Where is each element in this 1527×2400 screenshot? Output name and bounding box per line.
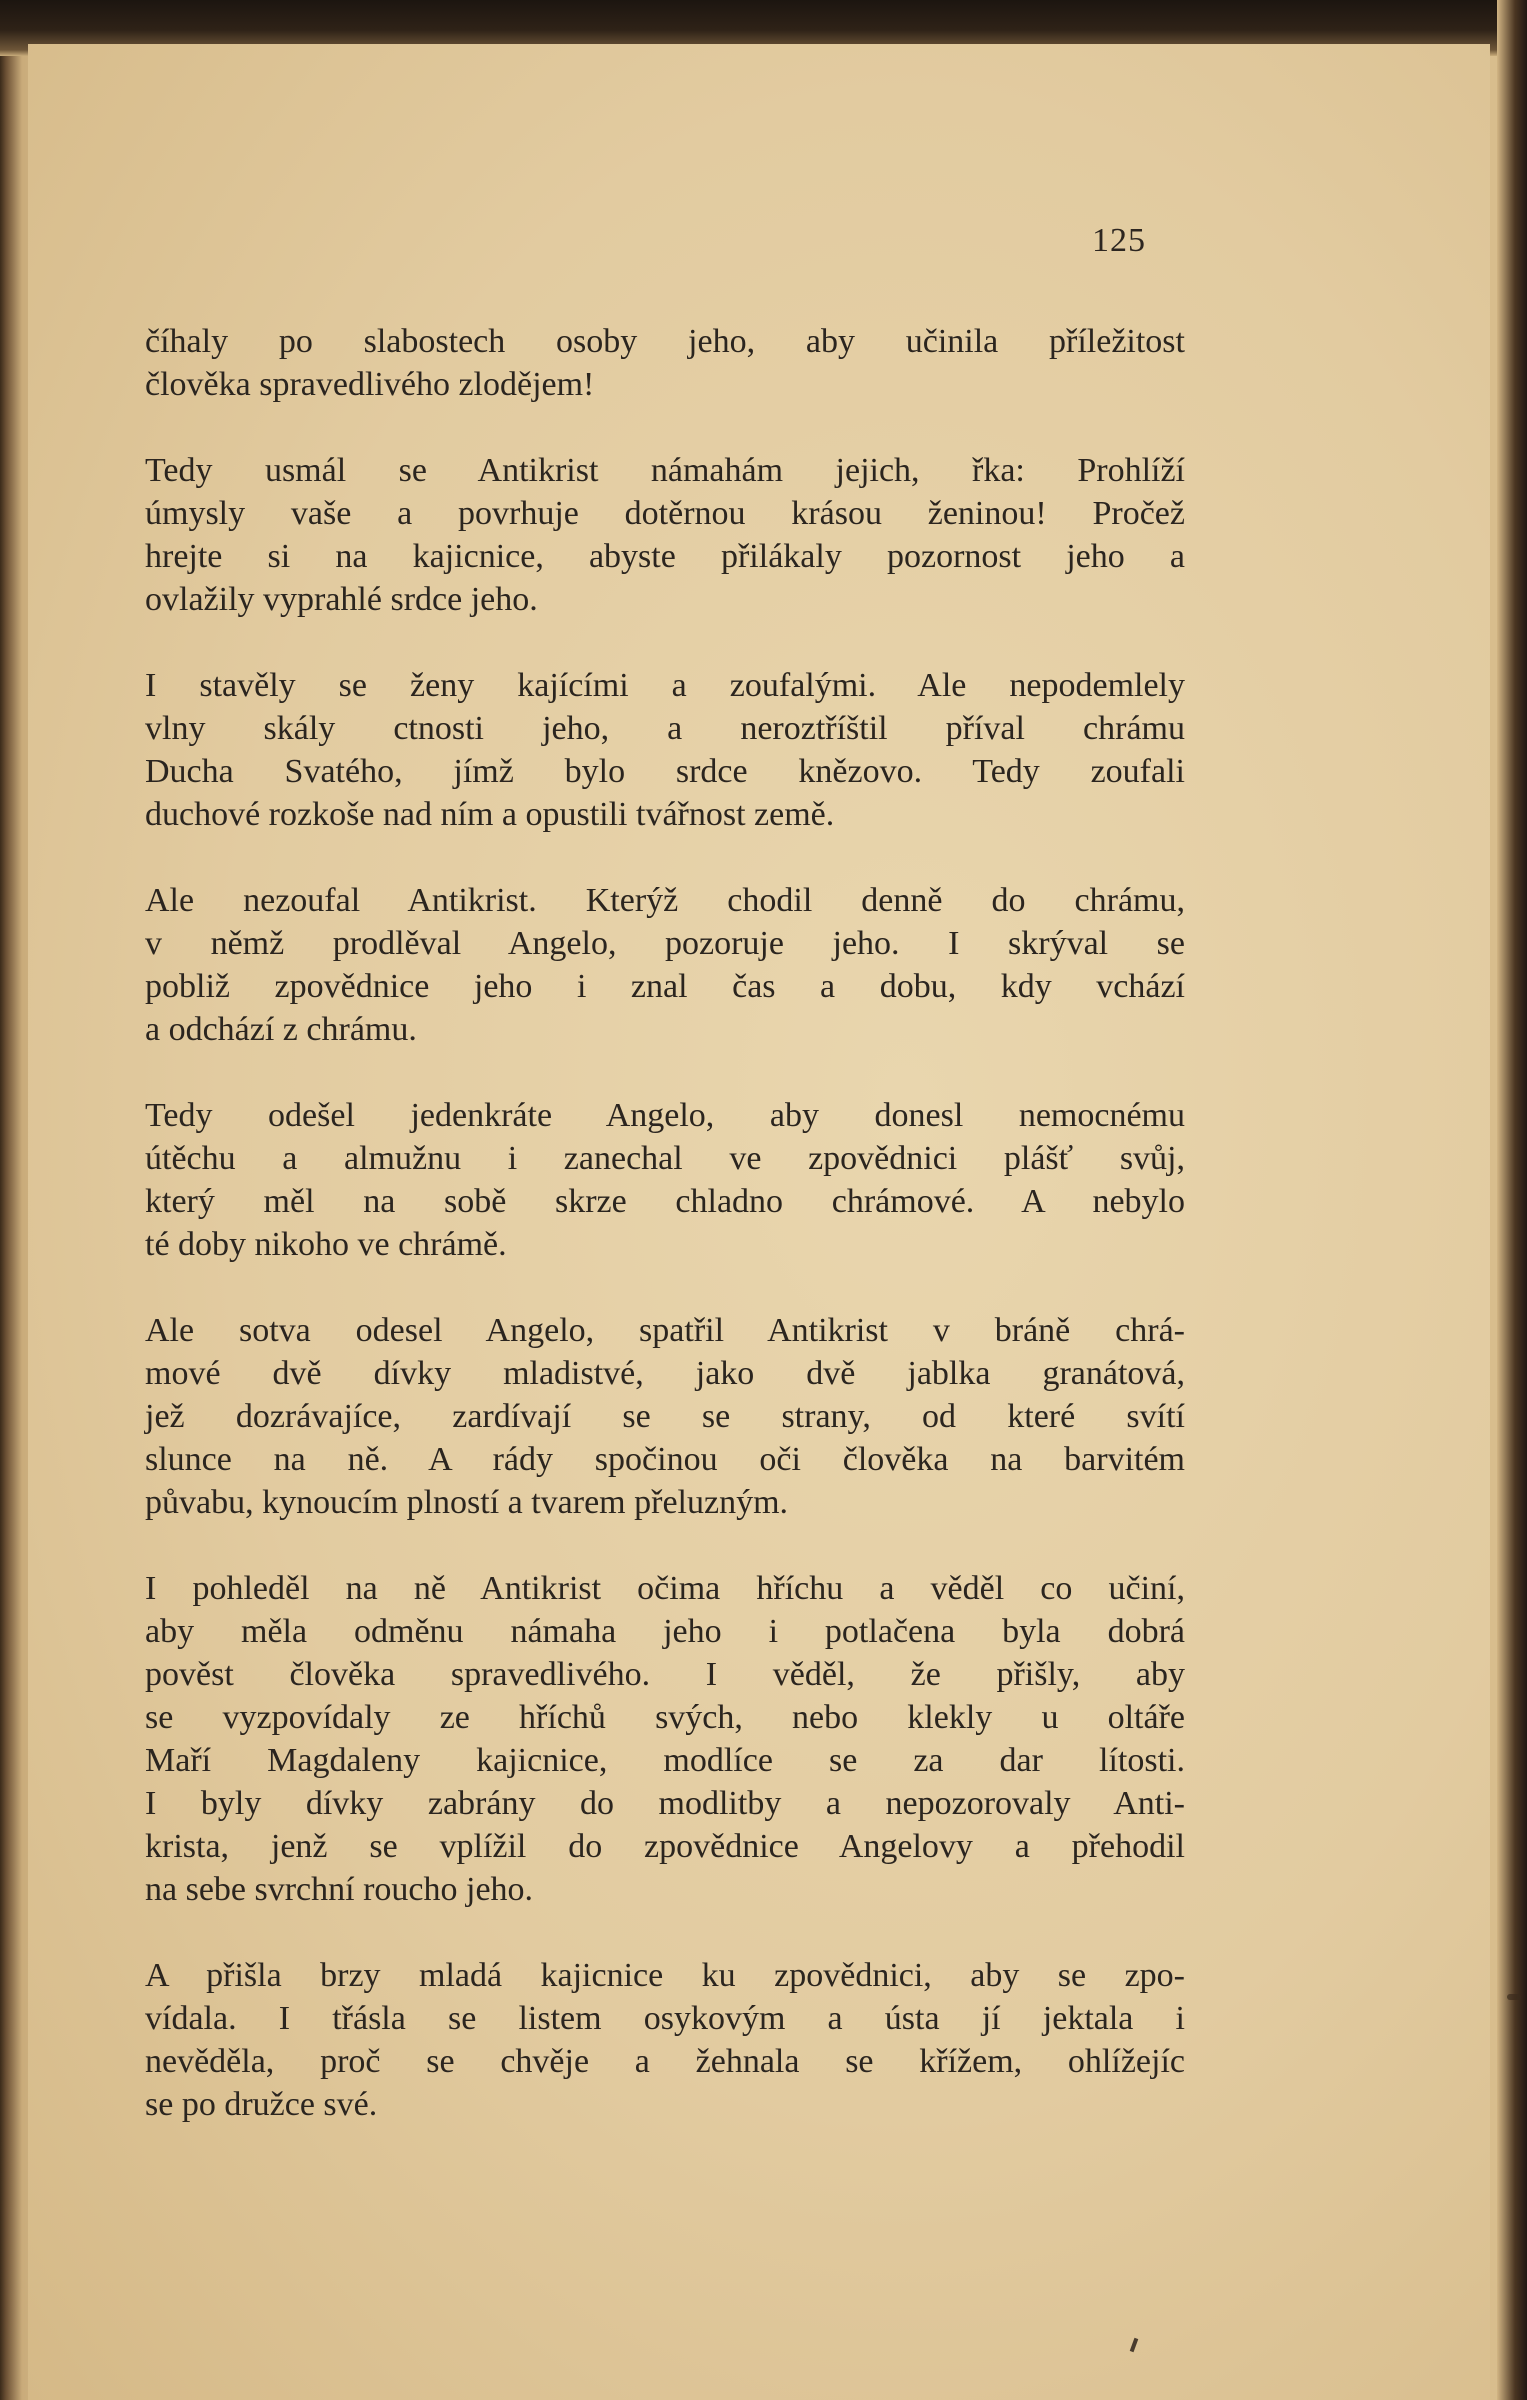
text-line: na sebe svrchní roucho jeho. (145, 1871, 534, 1908)
text-line: číhaly po slabostech osoby jeho, aby učinila příležitost (145, 323, 1185, 360)
text-line: a odchází z chrámu. (145, 1011, 417, 1048)
text-line: Tedy usmál se Antikrist námahám jejich, řka: Prohlíží (145, 452, 1185, 489)
text-line: se vyzpovídaly ze hříchů svých, nebo klekly u oltáře (145, 1699, 1185, 1736)
text-line: nevěděla, proč se chvěje a žehnala se křížem, ohlížejíc (145, 2043, 1185, 2080)
text-line: půvabu, kynoucím plností a tvarem přeluzným. (145, 1484, 789, 1521)
text-line: jež dozrávajíce, zardívají se se strany, od které svítí (145, 1398, 1185, 1435)
text-line: Ale nezoufal Antikrist. Kterýž chodil denně do chrámu, (145, 882, 1185, 919)
text-line: ovlažily vyprahlé srdce jeho. (145, 581, 538, 618)
edge-mark (1507, 1994, 1521, 2000)
paragraph (145, 879, 1185, 1051)
body-text (145, 320, 1185, 2169)
paragraph (145, 1567, 1185, 1911)
paragraph (145, 320, 1185, 406)
text-line: vídala. I třásla se listem osykovým a ústa jí jektala i (145, 2000, 1185, 2037)
text-line: slunce na ně. A rády spočinou oči člověka na barvitém (145, 1441, 1185, 1478)
text-line: úmysly vaše a povrhuje dotěrnou krásou ženinou! Pročež (145, 495, 1185, 532)
text-line: I pohleděl na ně Antikrist očima hříchu a věděl co učiní, (145, 1570, 1185, 1607)
paragraph (145, 1309, 1185, 1524)
scan-right-edge (1497, 0, 1527, 2400)
text-line: mové dvě dívky mladistvé, jako dvě jablka granátová, (145, 1355, 1185, 1392)
paragraph (145, 1954, 1185, 2126)
text-line: Tedy odešel jedenkráte Angelo, aby donesl nemocnému (145, 1097, 1185, 1134)
text-line: Ale sotva odesel Angelo, spatřil Antikrist v bráně chrá- (145, 1312, 1185, 1349)
text-line: pobliž zpovědnice jeho i znal čas a dobu, kdy vchází (145, 968, 1185, 1005)
page-number: 125 (1092, 222, 1146, 259)
text-line: hrejte si na kajicnice, abyste přilákaly pozornost jeho a (145, 538, 1185, 575)
paragraph (145, 1094, 1185, 1266)
text-line: té doby nikoho ve chrámě. (145, 1226, 507, 1263)
text-line: pověst člověka spravedlivého. I věděl, že přišly, aby (145, 1656, 1185, 1693)
text-line: v němž prodlěval Angelo, pozoruje jeho. I skrýval se (145, 925, 1185, 962)
text-line: krista, jenž se vplížil do zpovědnice Angelovy a přehodil (145, 1828, 1185, 1865)
text-line: A přišla brzy mladá kajicnice ku zpovědnici, aby se zpo- (145, 1957, 1185, 1994)
text-line: Maří Magdaleny kajicnice, modlíce se za dar lítosti. (145, 1742, 1185, 1779)
text-line: aby měla odměnu námaha jeho i potlačena byla dobrá (145, 1613, 1185, 1650)
text-line: duchové rozkoše nad ním a opustili tvářnost země. (145, 796, 835, 833)
text-line: vlny skály ctnosti jeho, a neroztříštil příval chrámu (145, 710, 1185, 747)
text-line: který měl na sobě skrze chladno chrámové. A nebylo (145, 1183, 1185, 1220)
text-line: útěchu a almužnu i zanechal ve zpovědnici plášť svůj, (145, 1140, 1185, 1177)
text-line: Ducha Svatého, jímž bylo srdce knězovo. Tedy zoufali (145, 753, 1185, 790)
text-line: I byly dívky zabrány do modlitby a nepozorovaly Anti- (145, 1785, 1185, 1822)
text-line: se po družce své. (145, 2086, 378, 2123)
paragraph (145, 664, 1185, 836)
text-line: I stavěly se ženy kajícími a zoufalými. Ale nepodemlely (145, 667, 1185, 704)
text-line: člověka spravedlivého zlodějem! (145, 366, 595, 403)
paragraph (145, 449, 1185, 621)
